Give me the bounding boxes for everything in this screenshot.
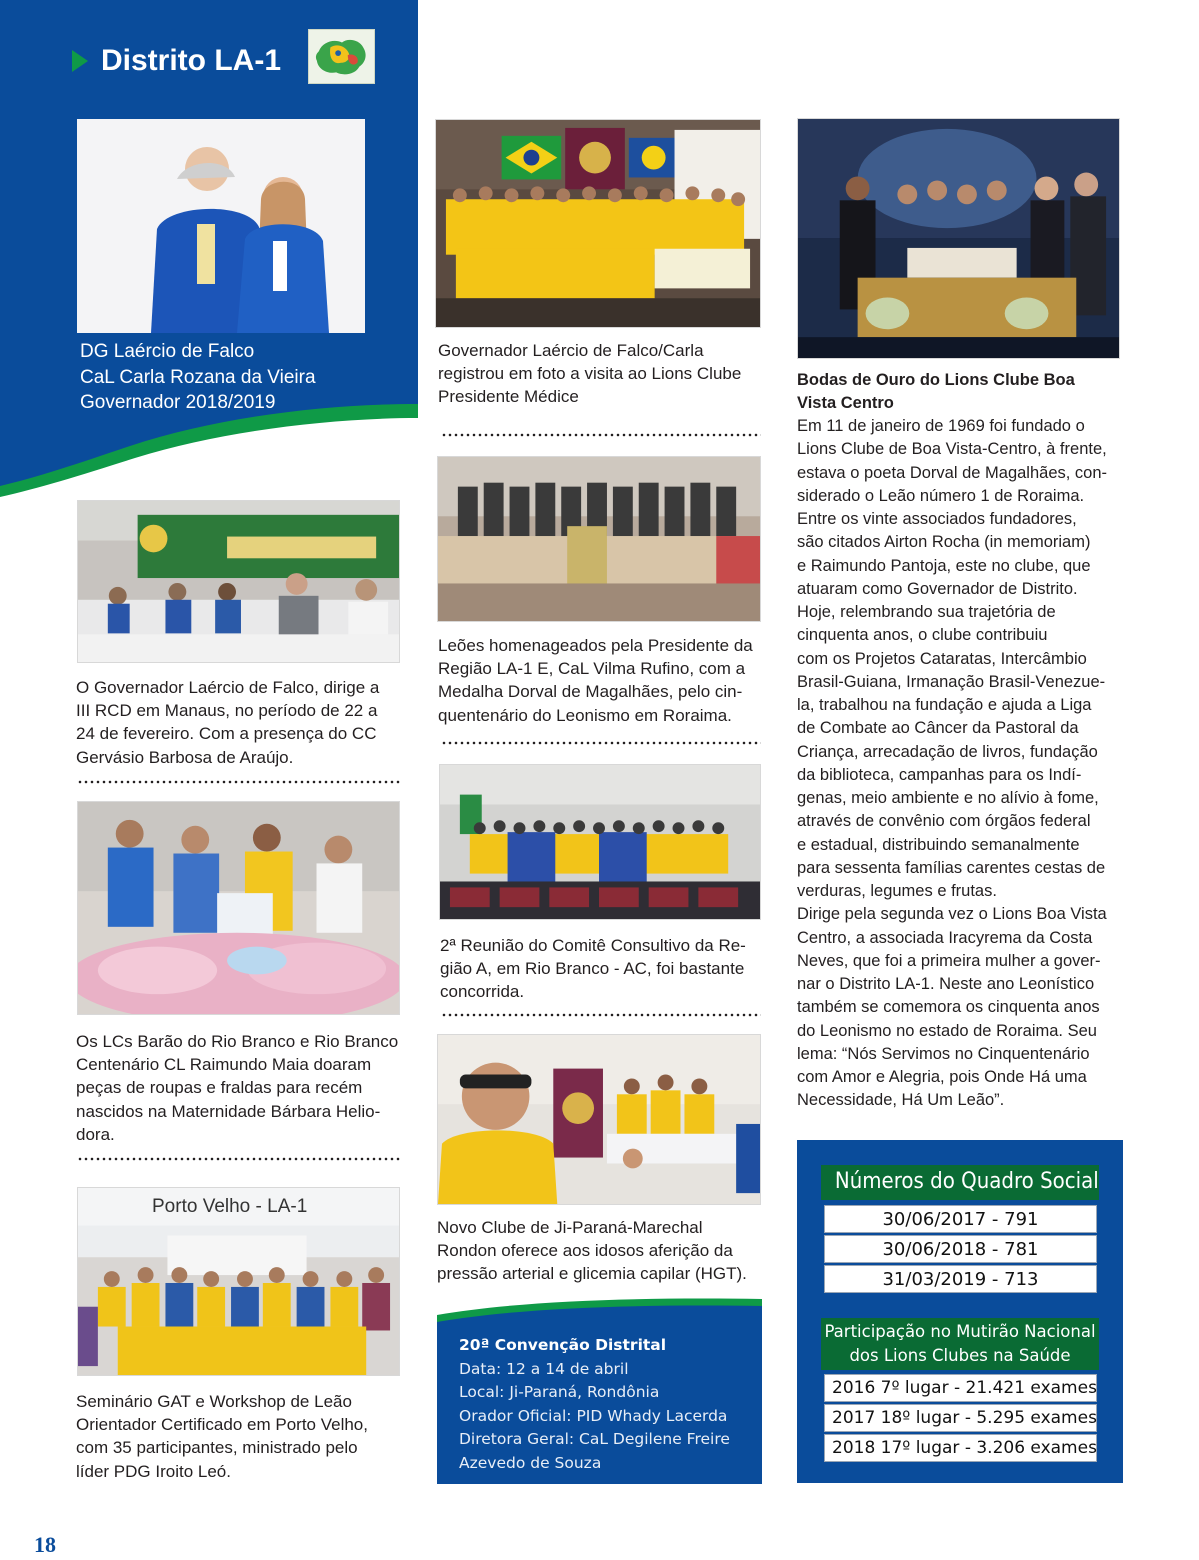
- convention-director: Diretora Geral: CaL Degilene Freire: [459, 1430, 730, 1448]
- ji-parana-club-photo: [437, 1034, 761, 1205]
- caption-manaus: O Governador Laércio de Falco, dirige a III RCD em Manaus, no período de 22 a 24 de fevereiro. Com a presença do CC Gervásio Barbosa de Araújo.: [76, 678, 380, 767]
- district-map-logo: [308, 29, 375, 84]
- article-body: Em 11 de janeiro de 1969 foi fundado o Lions Clube de Boa Vista-Centro, à frente, estava o poeta Dorval de Magalhães, con- siderado o Leão número 1 de Roraima. Entre os vinte associados fundadores, são citados Airton Rocha (in memoriam) e Raimundo Pantoja, este no clube, que atuaram como Governador de Distrito. Hoje, relembrando sua trajetória de cinquenta anos, o clube contribuiu com os Projetos Cataratas, Intercâmbio Brasil-Guiana, Irmanação Brasil-Venezue- la, trabalhou na fundação e ajuda a Liga de Combate ao Câncer da Pastoral da Criança, arrecadação de livros, fundação da biblioteca, campanhas para os Indí- genas, meio ambiente e no alívio à fome, através de convênio com órgãos federal e estadual, distribuindo semanalmente para sessenta famílias carentes cestas de verduras, legumes e frutas. Dirige pela segunda vez o Lions Boa Vista Centro, a associada Iracyrema da Costa Neves, que foi a primeira mulher a gover- nar o Distrito LA-1. Neste ano Leonístico também se comemora os cinquenta anos do Leonismo no estado de Roraima. Seu lema: “Nós Servimos no Cinquentenário com Amor e Alegria, pois Onde Há uma Necessidade, Há Um Leão”.: [797, 417, 1108, 1110]
- stats-title: Números do Quadro Social: [834, 1169, 1099, 1194]
- caption-maternidade: Os LCs Barão do Rio Branco e Rio Branco Centenário CL Raimundo Maia doaram peças de roupas e fraldas para recém nascidos na Maternidade Bárbara Helio- dora.: [76, 1032, 399, 1144]
- governor-couple-photo: [77, 119, 365, 333]
- caption-leoes: Leões homenageados pela Presidente da Região LA-1 E, CaL Vilma Rufino, com a Medalha Dorval de Magalhães, pelo cin- quentenário do Leonismo em Roraima.: [438, 636, 753, 725]
- porto-velho-sign-text: Porto Velho - LA-1: [152, 1196, 308, 1217]
- mutirao-row: 2018 17º lugar - 3.206 exames: [824, 1434, 1097, 1462]
- divider: [441, 433, 761, 437]
- caption-medice: Governador Laércio de Falco/Carla registrou em foto a visita ao Lions Clube Presidente Médice: [438, 341, 742, 407]
- article-title: Bodas de Ouro do Lions Clube Boa Vista Centro: [797, 371, 1075, 413]
- divider: [441, 1013, 761, 1017]
- convention-director-cont: Azevedo de Souza: [459, 1453, 602, 1472]
- convention-title: 20ª Convenção Distrital: [459, 1336, 667, 1354]
- divider: [441, 741, 761, 745]
- page-title: Distrito LA-1: [101, 44, 281, 77]
- mutirao-row: 2017 18º lugar - 5.295 exames: [824, 1404, 1097, 1432]
- stats-row: 31/03/2019 - 713: [824, 1265, 1097, 1293]
- mutirao-row: 2016 7º lugar - 21.421 exames: [824, 1374, 1097, 1402]
- leoes-homenageados-photo: [437, 456, 761, 622]
- mutirao-title: Participação no Mutirão Nacional dos Lions Clubes na Saúde: [824, 1322, 1096, 1365]
- caption-jiparana: Novo Clube de Ji-Paraná-Marechal Rondon oferece aos idosos aferição da pressão arterial e glicemia capilar (HGT).: [437, 1218, 747, 1284]
- reuniao-comite-photo: [439, 764, 761, 920]
- convention-location: Local: Ji-Paraná, Rondônia: [459, 1383, 660, 1401]
- convention-date: Data: 12 a 14 de abril: [459, 1359, 629, 1378]
- bodas-de-ouro-photo: [797, 118, 1120, 359]
- presidente-medice-photo: [435, 119, 761, 328]
- convention-speaker: Orador Oficial: PID Whady Lacerda: [459, 1406, 728, 1425]
- caption-reuniao: 2ª Reunião do Comitê Consultivo da Re- gião A, em Rio Branco - AC, foi bastante concorrida.: [440, 936, 746, 1002]
- porto-velho-seminar-photo: [77, 1187, 400, 1376]
- title-arrow-icon: [72, 50, 88, 72]
- stats-row: 30/06/2018 - 781: [824, 1235, 1097, 1263]
- governor-caption: DG Laércio de Falco CaL Carla Rozana da Vieira Governador 2018/2019: [80, 341, 316, 413]
- maternity-donation-photo: [77, 801, 400, 1015]
- convention-info: [459, 1334, 730, 1475]
- divider: [77, 780, 400, 784]
- caption-seminario: Seminário GAT e Workshop de Leão Orientador Certificado em Porto Velho, com 35 participantes, ministrado pelo líder PDG Iroito Leó.: [76, 1392, 368, 1481]
- manaus-meeting-photo: [77, 500, 400, 663]
- divider: [77, 1157, 400, 1161]
- stats-row: 30/06/2017 - 791: [824, 1205, 1097, 1233]
- page-number: 18: [34, 1532, 56, 1557]
